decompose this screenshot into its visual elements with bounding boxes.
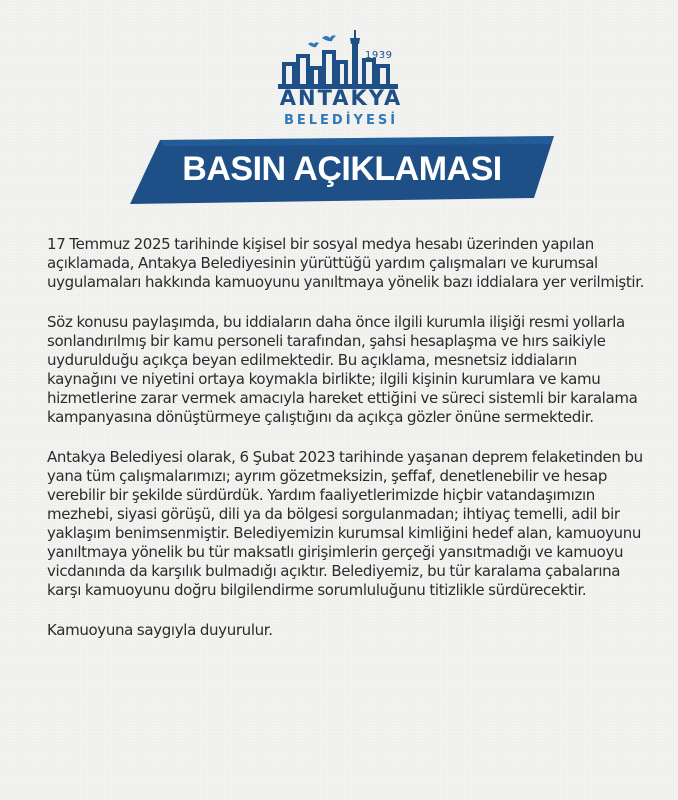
closing-line: Kamuoyuna saygıyla duyurulur. (47, 621, 273, 639)
paragraph-2: Söz konusu paylaşımda, bu iddiaların daha önce ilgili kurumla ilişiği resmi yollarla sonlandırılmış bir kamu personeli tarafından, şahsi hesaplaşma ve hırs saikiyle uydurulduğu açıkça beyan edilmektedir. Bu açıklama, mesnetsiz iddiaların kaynağını ve niyetini ortaya koymakla birlikte; ilgili kişinin kurumlara ve kamu hizmetlerine zarar vermek amacıyla hareket ettiğini ve süreci sistemli bir karalama kampanyasına dönüştürmeye çalıştığını da açıkça gözler önüne sermektedir. (47, 313, 638, 426)
antakya-belediyesi-logo (270, 26, 410, 131)
press-release-body (47, 235, 647, 661)
page-title: BASIN AÇIKLAMASI (182, 150, 502, 188)
paragraph-1: 17 Temmuz 2025 tarihinde kişisel bir sosyal medya hesabı üzerinden yapılan açıklamada, Antakya Belediyesinin yürüttüğü yardım çalışmaları ve kurumsal uygulamaları hakkında kamuoyunu yanıltmaya yönelik bazı iddialara yer verilmiştir. (47, 235, 645, 291)
paragraph-3: Antakya Belediyesi olarak, 6 Şubat 2023 tarihinde yaşanan deprem felaketinden bu yana tüm çalışmalarımızı; ayrım gözetmeksizin, şeffaf, denetlenebilir ve hesap verebilir bir şekilde sürdürdük. Yardım faaliyetlerimizde hiçbir vatandaşımızın mezhebi, siyasi görüşü, dili ya da bölgesi sorgulanmadan; ihtiyaç temelli, adil bir yaklaşım benimsenmiştir. Belediyemizin kurumsal kimliğini hedef alan, kamuoyunu yanıltmaya yönelik bu tür maksatlı girişimlerin gerçeği yansıtmadığı ve kamuoyu vicdanında da karşılık bulmadığı açıktır. Belediyemiz, bu tür karalama çabalarına karşı kamuoyunu doğru bilgilendirme sorumluluğunu titizlikle sürdürecektir. (47, 448, 643, 599)
logo-year: 1939 (365, 50, 393, 61)
logo-name: ANTAKYA (279, 86, 403, 110)
title-banner (130, 136, 554, 206)
logo-subtitle: BELEDİYESİ (283, 113, 399, 128)
